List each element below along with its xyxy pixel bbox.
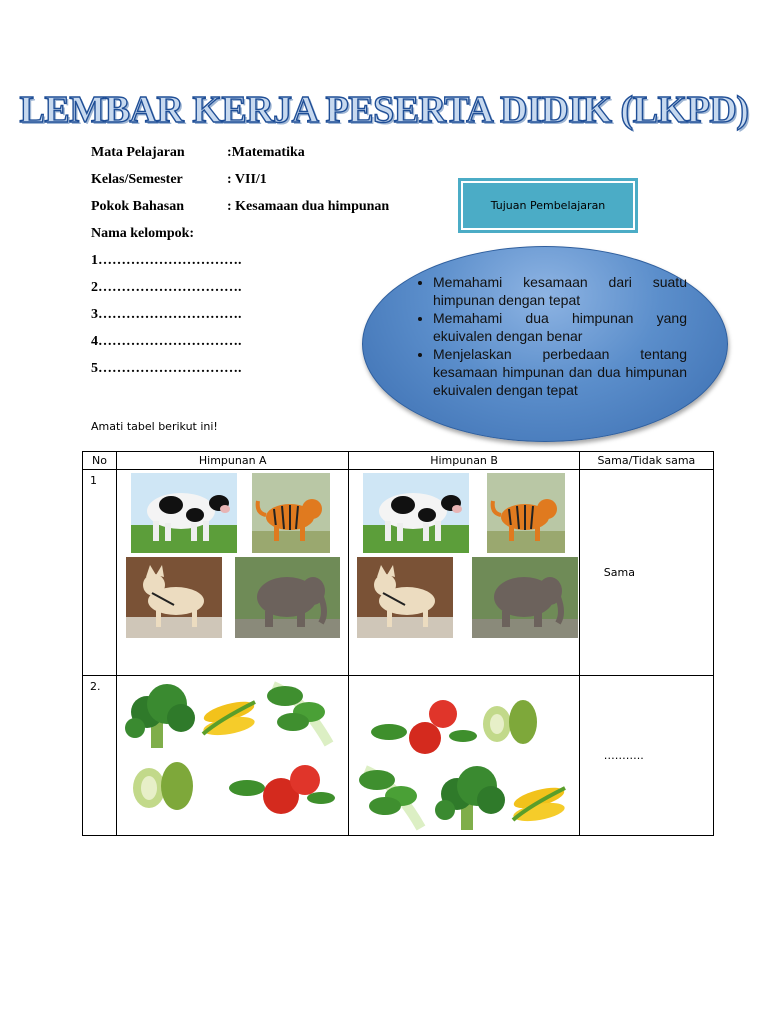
dog-image: [357, 557, 453, 638]
objective-item: • Memahami dua himpunan yang ekuivalen dengan benar: [433, 309, 687, 345]
class-value: : VII/1: [227, 172, 267, 187]
header-set-b: Himpunan B: [349, 452, 579, 470]
member-list: [91, 252, 242, 387]
objectives-title: Tujuan Pembelajaran: [461, 181, 635, 230]
elephant-image: [235, 557, 340, 638]
tomato-image: [225, 764, 339, 818]
class-label: Kelas/Semester: [91, 172, 183, 187]
row-number: 2.: [83, 676, 117, 836]
bok-choy-image: [263, 678, 339, 750]
member-line-5[interactable]: 5………………………….: [91, 361, 242, 376]
corn-image: [509, 776, 571, 832]
cow-image: [363, 473, 469, 553]
bok-choy-image: [355, 762, 431, 834]
member-line-4[interactable]: 4………………………….: [91, 334, 242, 349]
subject-value: :Matematika: [227, 145, 305, 160]
chayote-image: [125, 756, 201, 818]
table-row: [83, 470, 714, 676]
result-cell[interactable]: Sama: [579, 470, 713, 676]
broccoli-image: [431, 762, 511, 834]
set-b-cell: [349, 676, 579, 836]
subject-label: Mata Pelajaran: [91, 145, 185, 160]
header-no: No: [83, 452, 117, 470]
topic-value: : Kesamaan dua himpunan: [227, 199, 390, 214]
objectives-ellipse: [362, 246, 728, 442]
set-a-cell: [117, 470, 349, 676]
topic-label: Pokok Bahasan: [91, 199, 184, 214]
objectives-title-box: [458, 178, 638, 233]
tiger-image: [252, 473, 330, 553]
header-result: Sama/Tidak sama: [579, 452, 713, 470]
dog-image: [126, 557, 222, 638]
table-row: [83, 676, 714, 836]
set-b-cell: [349, 470, 579, 676]
objective-item: • Memahami kesamaan dari suatu himpunan dengan tepat: [433, 273, 687, 309]
member-line-2[interactable]: 2………………………….: [91, 280, 242, 295]
chayote-image: [477, 690, 543, 754]
elephant-image: [472, 557, 578, 638]
instruction-text: Amati tabel berikut ini!: [91, 420, 218, 433]
objectives-list: [413, 273, 687, 399]
cow-image: [131, 473, 237, 553]
table-header-row: [83, 452, 714, 470]
objective-item: • Menjelaskan perbedaan tentang kesamaan himpunan dan dua himpunan ekuivalen dengan tepat: [433, 345, 687, 399]
tiger-image: [487, 473, 565, 553]
page-title: LEMBAR KERJA PESERTA DIDIK (LKPD): [19, 89, 749, 131]
member-line-3[interactable]: 3………………………….: [91, 307, 242, 322]
result-cell[interactable]: ………..: [579, 676, 713, 836]
corn-image: [199, 690, 259, 744]
tomato-image: [367, 696, 479, 758]
sets-table: [82, 451, 714, 836]
header-set-a: Himpunan A: [117, 452, 349, 470]
set-a-cell: [117, 676, 349, 836]
broccoli-image: [121, 678, 201, 754]
group-label: Nama kelompok:: [91, 226, 195, 241]
row-number: 1: [83, 470, 117, 676]
member-line-1[interactable]: 1………………………….: [91, 253, 242, 268]
